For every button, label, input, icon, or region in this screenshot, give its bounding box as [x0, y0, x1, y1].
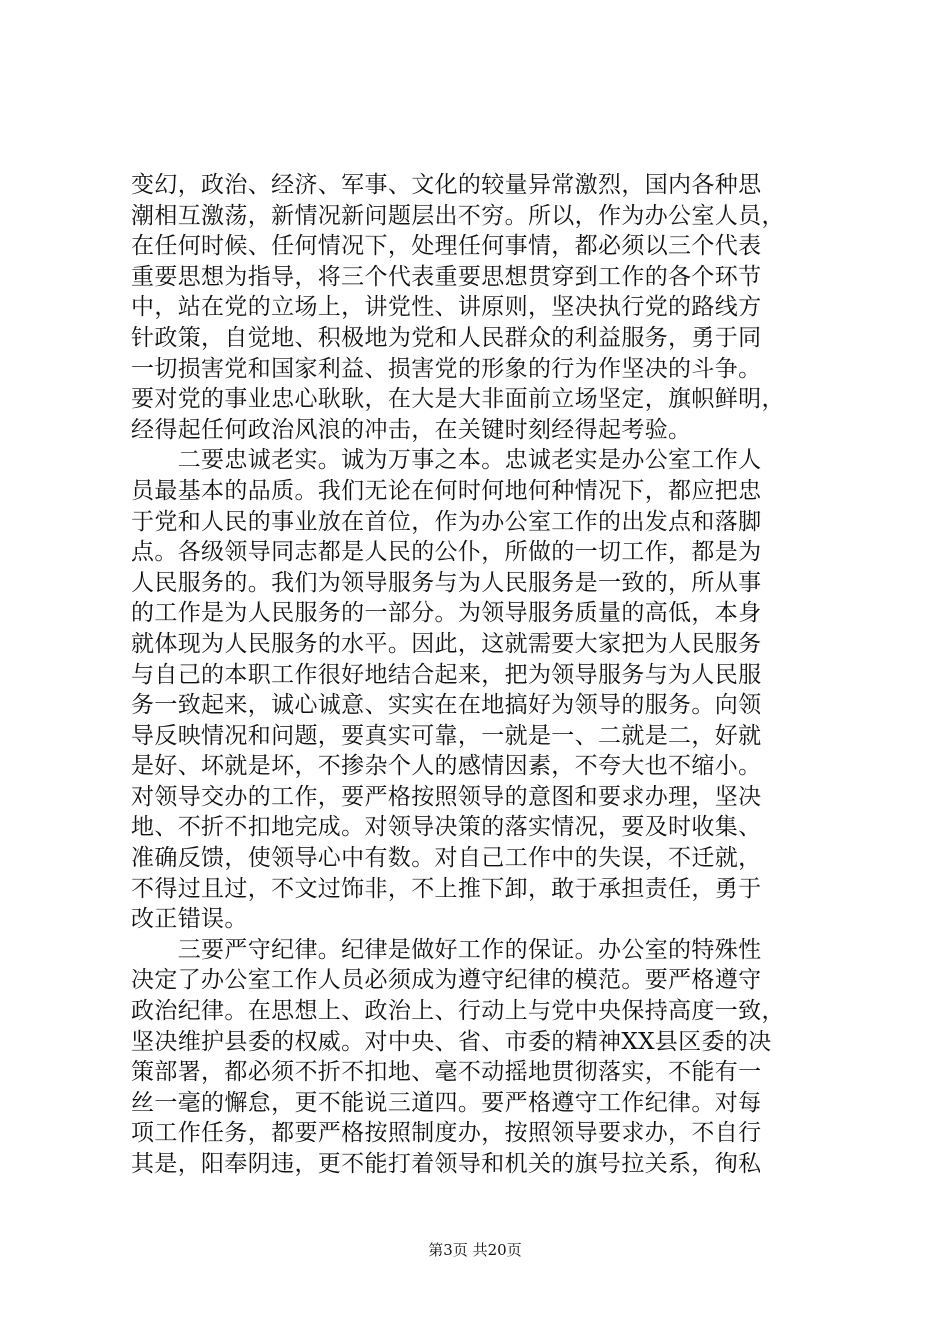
text-line: 员最基本的品质。我们无论在何时何地何种情况下，都应把忠: [131, 477, 762, 504]
text-line: 变幻，政治、经济、军事、文化的较量异常激烈，国内各种思: [131, 172, 762, 198]
text-line: 于党和人民的事业放在首位，作为办公室工作的出发点和落脚: [131, 508, 762, 535]
text-line: 经得起任何政治风浪的冲击，在关键时刻经得起考验。: [131, 416, 692, 443]
text-line: 一切损害党和国家利益、损害党的形象的行为作坚决的斗争。: [131, 355, 762, 382]
text-line: 的工作是为人民服务的一部分。为领导服务质量的高低，本身: [131, 600, 762, 627]
body-text: [131, 170, 831, 1180]
text-line: 针政策，自觉地、积极地为党和人民群众的利益服务，勇于同: [131, 324, 762, 351]
text-line: 就体现为人民服务的水平。因此，这就需要大家把为人民服务: [131, 630, 762, 657]
text-line: 中，站在党的立场上，讲党性、讲原则，坚决执行党的路线方: [131, 294, 762, 321]
text-line: 三要严守纪律。纪律是做好工作的保证。办公室的特殊性: [131, 936, 762, 963]
text-line: 重要思想为指导，将三个代表重要思想贯穿到工作的各个环节: [131, 263, 762, 290]
text-line: 项工作任务，都要严格按照制度办，按照领导要求办，不自行: [131, 1120, 762, 1147]
text-line: 不得过且过，不文过饰非，不上推下卸，敢于承担责任，勇于: [131, 875, 762, 902]
text-line: 决定了办公室工作人员必须成为遵守纪律的模范。要严格遵守: [131, 967, 762, 994]
text-line: 点。各级领导同志都是人民的公仆，所做的一切工作，都是为: [131, 539, 762, 566]
text-line: 策部署，都必须不折不扣地、毫不动摇地贯彻落实，不能有一: [131, 1059, 762, 1086]
text-line: 对领导交办的工作，要严格按照领导的意图和要求办理，坚决: [131, 783, 762, 810]
text-line: 务一致起来，诚心诚意、实实在在地搞好为领导的服务。向领: [131, 692, 762, 719]
text-line: 潮相互激荡，新情况新问题层出不穷。所以，作为办公室人员，: [131, 202, 785, 229]
text-line: 其是，阳奉阴违，更不能打着领导和机关的旗号拉关系，徇私: [131, 1151, 762, 1177]
page-number: 第3页 共20页: [428, 1241, 522, 1259]
text-line: 二要忠诚老实。诚为万事之本。忠诚老实是办公室工作人: [131, 447, 762, 474]
text-line: 政治纪律。在思想上、政治上、行动上与党中央保持高度一致，: [131, 998, 785, 1025]
text-line: 要对党的事业忠心耿耿，在大是大非面前立场坚定，旗帜鲜明，: [131, 386, 785, 413]
text-line: 坚决维护县委的权威。对中央、省、市委的精神XX县区委的决: [131, 1028, 772, 1055]
page-footer: [0, 1240, 950, 1260]
text-line: 与自己的本职工作很好地结合起来，把为领导服务与为人民服: [131, 661, 762, 688]
text-line: 在任何时候、任何情况下，处理任何事情，都必须以三个代表: [131, 233, 762, 260]
text-line: 准确反馈，使领导心中有数。对自己工作中的失误，不迁就，: [131, 845, 762, 872]
text-line: 是好、坏就是坏，不掺杂个人的感情因素，不夸大也不缩小。: [131, 753, 762, 780]
text-line: 改正错误。: [131, 906, 248, 933]
text-line: 丝一毫的懈怠，更不能说三道四。要严格遵守工作纪律。对每: [131, 1089, 762, 1116]
text-line: 导反映情况和问题，要真实可靠，一就是一、二就是二，好就: [131, 722, 762, 749]
text-line: 地、不折不扣地完成。对领导决策的落实情况，要及时收集、: [131, 814, 762, 841]
text-line: 人民服务的。我们为领导服务与为人民服务是一致的，所从事: [131, 569, 762, 596]
